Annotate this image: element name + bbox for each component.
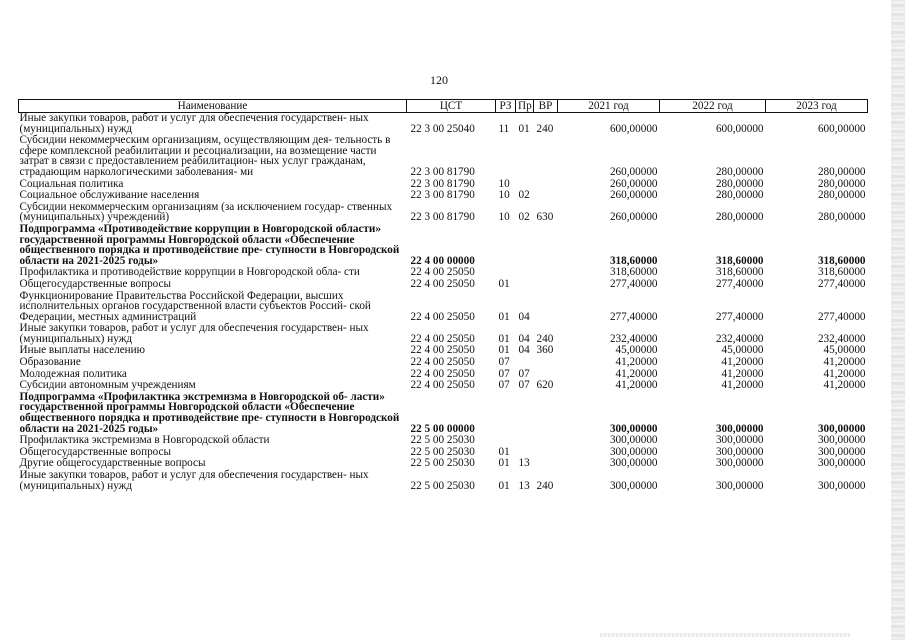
cell-2023: 600,00000	[817, 122, 866, 135]
cell-2021: 260,00000	[609, 165, 658, 178]
table-body	[19, 113, 868, 493]
scan-bottom-artifact	[600, 633, 850, 637]
cell-rz	[496, 392, 516, 435]
cell-rz: 07	[498, 367, 510, 380]
cell-cst: 22 3 00 25040	[410, 122, 475, 135]
cell-2021: 260,00000	[609, 189, 658, 202]
cell-2022: 41,20000	[721, 356, 764, 369]
page-number: 120	[430, 73, 448, 87]
cell-rz	[496, 224, 516, 267]
cell-name: Подпрограмма «Профилактика экстремизма в Новгородской об- ласти» государственной программы Новгородской области «Обеспечение общественного порядка и противодействие пре- ступности в Новгородской области на 2021-2025 годы»	[19, 390, 400, 435]
cell-rz: 01	[498, 479, 510, 492]
cell-2022: 41,20000	[721, 379, 764, 392]
cell-cst: 22 4 00 25050	[410, 356, 475, 369]
cell-pr	[516, 267, 534, 279]
cell-vr	[534, 447, 558, 459]
cell-name: Иные закупки товаров, работ и услуг для обеспечения государствен- ных (муниципальных) нужд	[19, 469, 369, 492]
cell-name: Социальное обслуживание населения	[19, 189, 200, 202]
cell-2023: 277,40000	[817, 277, 866, 290]
table-row	[19, 279, 868, 291]
cell-vr: 630	[536, 211, 554, 224]
cell-pr: 04	[518, 332, 530, 345]
cell-2021: 277,40000	[609, 277, 658, 290]
cell-rz: 07	[498, 356, 510, 369]
cell-pr	[516, 279, 534, 291]
cell-cst: 22 4 00 25050	[410, 266, 475, 279]
cell-cst: 22 4 00 25050	[410, 310, 475, 323]
cell-name: Иные выплаты населению	[19, 344, 145, 357]
cell-name: Подпрограмма «Противодействие коррупции в Новгородской области» государственной программы Новгородской области «Обеспечение общественного порядка и противодействие пре- ступности в Новгородской области на 2021-2025 годы»	[19, 222, 400, 267]
cell-2023: 280,00000	[817, 189, 866, 202]
cell-2023: 318,60000	[817, 266, 866, 279]
cell-2023: 41,20000	[823, 367, 866, 380]
header-2023: 2023 год	[766, 100, 868, 113]
cell-2021: 600,00000	[609, 122, 658, 135]
cell-name: Образование	[19, 356, 81, 369]
cell-2023: 300,00000	[817, 457, 866, 470]
cell-cst: 22 4 00 00000	[410, 254, 475, 267]
cell-vr	[534, 224, 558, 267]
header-pr: Пр	[516, 100, 534, 113]
header-2021: 2021 год	[558, 100, 660, 113]
cell-pr	[516, 135, 534, 178]
cell-2023: 300,00000	[817, 422, 866, 435]
cell-rz: 11	[498, 122, 510, 135]
cell-2021: 318,60000	[609, 266, 658, 279]
cell-vr	[534, 458, 558, 470]
cell-rz: 01	[498, 457, 510, 470]
table-header-row	[19, 100, 868, 113]
cell-2021: 45,00000	[615, 344, 658, 357]
cell-2021: 300,00000	[609, 445, 658, 458]
cell-rz: 10	[498, 211, 510, 224]
cell-name: Иные закупки товаров, работ и услуг для обеспечения государствен- ных (муниципальных) нужд	[19, 112, 369, 135]
cell-name: Другие общегосударственные вопросы	[19, 457, 206, 470]
cell-2021: 300,00000	[609, 434, 658, 447]
cell-2023: 45,00000	[823, 344, 866, 357]
cell-cst: 22 3 00 81790	[410, 189, 475, 202]
cell-rz: 01	[498, 310, 510, 323]
cell-2023: 300,00000	[817, 445, 866, 458]
cell-2021: 277,40000	[609, 310, 658, 323]
cell-2021: 41,20000	[615, 379, 658, 392]
cell-2021: 300,00000	[609, 422, 658, 435]
cell-rz: 10	[498, 177, 510, 190]
cell-2023: 300,00000	[817, 479, 866, 492]
cell-pr: 13	[518, 479, 530, 492]
cell-2021: 41,20000	[615, 367, 658, 380]
cell-cst: 22 4 00 25050	[410, 367, 475, 380]
cell-pr	[516, 392, 534, 435]
cell-cst: 22 5 00 25030	[410, 434, 475, 447]
cell-vr	[534, 435, 558, 447]
cell-name: Субсидии некоммерческим организациям, осуществляющим дея- тельность в сфере комплексной реабилитации и ресоциализации, на возмещение части затрат в связи с предоставлением реабилитацион- ных услуг гражданам, страдающим наркологическими заболевания- ми	[19, 134, 391, 178]
cell-2021: 41,20000	[615, 356, 658, 369]
cell-2022: 318,60000	[715, 266, 764, 279]
table-row	[19, 202, 868, 224]
cell-pr: 02	[518, 189, 530, 202]
cell-cst: 22 5 00 25030	[410, 479, 475, 492]
cell-vr	[534, 267, 558, 279]
cell-pr: 04	[518, 344, 530, 357]
cell-pr	[516, 357, 534, 369]
table-row	[19, 323, 868, 345]
cell-vr	[534, 190, 558, 202]
cell-2022: 277,40000	[715, 310, 764, 323]
cell-2022: 41,20000	[721, 367, 764, 380]
table-row	[19, 224, 868, 267]
cell-vr	[534, 135, 558, 178]
cell-2021: 260,00000	[609, 177, 658, 190]
cell-2022: 277,40000	[715, 277, 764, 290]
cell-cst: 22 4 00 25050	[410, 277, 475, 290]
cell-pr	[516, 224, 534, 267]
table-row	[19, 357, 868, 369]
cell-2023: 318,60000	[817, 254, 866, 267]
cell-name: Социальная политика	[19, 177, 124, 190]
cell-vr	[534, 279, 558, 291]
cell-cst: 22 3 00 81790	[410, 211, 475, 224]
cell-2022: 280,00000	[715, 165, 764, 178]
cell-name: Иные закупки товаров, работ и услуг для обеспечения государствен- ных (муниципальных) нужд	[19, 322, 369, 345]
cell-pr	[516, 435, 534, 447]
cell-rz: 01	[498, 344, 510, 357]
cell-name: Функционирование Правительства Российской Федерации, высших исполнительных органов государственной власти субъектов Россий- ской Федерации, местных администраций	[19, 289, 371, 323]
header-cst: ЦСТ	[407, 100, 496, 113]
cell-2023: 41,20000	[823, 356, 866, 369]
cell-cst: 22 5 00 00000	[410, 422, 475, 435]
cell-2022: 300,00000	[715, 422, 764, 435]
cell-pr: 02	[518, 211, 530, 224]
cell-2022: 280,00000	[715, 211, 764, 224]
cell-2022: 300,00000	[715, 434, 764, 447]
cell-2021: 318,60000	[609, 254, 658, 267]
cell-vr: 240	[536, 122, 554, 135]
cell-2023: 280,00000	[817, 211, 866, 224]
cell-rz: 07	[498, 379, 510, 392]
cell-pr: 07	[518, 379, 530, 392]
cell-rz	[496, 135, 516, 178]
cell-name: Субсидии автономным учреждениям	[19, 379, 196, 392]
cell-cst: 22 4 00 25050	[410, 332, 475, 345]
cell-cst: 22 5 00 25030	[410, 457, 475, 470]
cell-name: Профилактика экстремизма в Новгородской области	[19, 434, 270, 447]
cell-rz: 01	[498, 445, 510, 458]
cell-2022: 300,00000	[715, 479, 764, 492]
cell-vr	[534, 291, 558, 324]
cell-name: Общегосударственные вопросы	[19, 277, 172, 290]
table-row	[19, 190, 868, 202]
header-vr: ВР	[534, 100, 558, 113]
cell-name: Молодежная политика	[19, 367, 127, 380]
cell-vr	[534, 357, 558, 369]
cell-2022: 45,00000	[721, 344, 764, 357]
cell-name: Общегосударственные вопросы	[19, 445, 172, 458]
cell-2022: 300,00000	[715, 445, 764, 458]
cell-vr: 240	[536, 479, 554, 492]
cell-cst: 22 5 00 25030	[410, 445, 475, 458]
table-row	[19, 135, 868, 178]
scan-edge-artifact	[891, 0, 905, 640]
table-row	[19, 392, 868, 435]
cell-2022: 300,00000	[715, 457, 764, 470]
cell-cst: 22 4 00 25050	[410, 379, 475, 392]
cell-2021: 300,00000	[609, 479, 658, 492]
cell-rz: 10	[498, 189, 510, 202]
cell-2022: 318,60000	[715, 254, 764, 267]
table-row	[19, 470, 868, 492]
cell-vr: 360	[536, 344, 554, 357]
cell-2023: 300,00000	[817, 434, 866, 447]
cell-2023: 41,20000	[823, 379, 866, 392]
cell-pr: 01	[518, 122, 530, 135]
cell-cst: 22 3 00 81790	[410, 165, 475, 178]
cell-2022: 280,00000	[715, 177, 764, 190]
cell-vr	[534, 179, 558, 191]
cell-vr: 620	[536, 379, 554, 392]
header-rz: РЗ	[496, 100, 516, 113]
cell-2023: 280,00000	[817, 177, 866, 190]
cell-2021: 300,00000	[609, 457, 658, 470]
header-2022: 2022 год	[660, 100, 766, 113]
cell-2022: 280,00000	[715, 189, 764, 202]
cell-2022: 600,00000	[715, 122, 764, 135]
cell-2023: 232,40000	[817, 332, 866, 345]
header-name: Наименование	[19, 100, 407, 113]
budget-table	[18, 99, 868, 492]
table-row	[19, 291, 868, 324]
cell-2023: 280,00000	[817, 165, 866, 178]
cell-pr: 04	[518, 310, 530, 323]
cell-2021: 260,00000	[609, 211, 658, 224]
cell-vr	[534, 392, 558, 435]
cell-vr: 240	[536, 332, 554, 345]
cell-cst: 22 3 00 81790	[410, 177, 475, 190]
cell-name: Профилактика и противодействие коррупции в Новгородской обла- сти	[19, 266, 360, 279]
cell-pr: 07	[518, 367, 530, 380]
table-row	[19, 113, 868, 136]
cell-2022: 232,40000	[715, 332, 764, 345]
cell-pr: 13	[518, 457, 530, 470]
cell-rz: 01	[498, 332, 510, 345]
cell-rz: 01	[498, 277, 510, 290]
cell-2021: 232,40000	[609, 332, 658, 345]
cell-cst: 22 4 00 25050	[410, 344, 475, 357]
cell-2023: 277,40000	[817, 310, 866, 323]
cell-name: Субсидии некоммерческим организациям (за исключением государ- ственных (муниципальных) учреждений)	[19, 200, 393, 224]
